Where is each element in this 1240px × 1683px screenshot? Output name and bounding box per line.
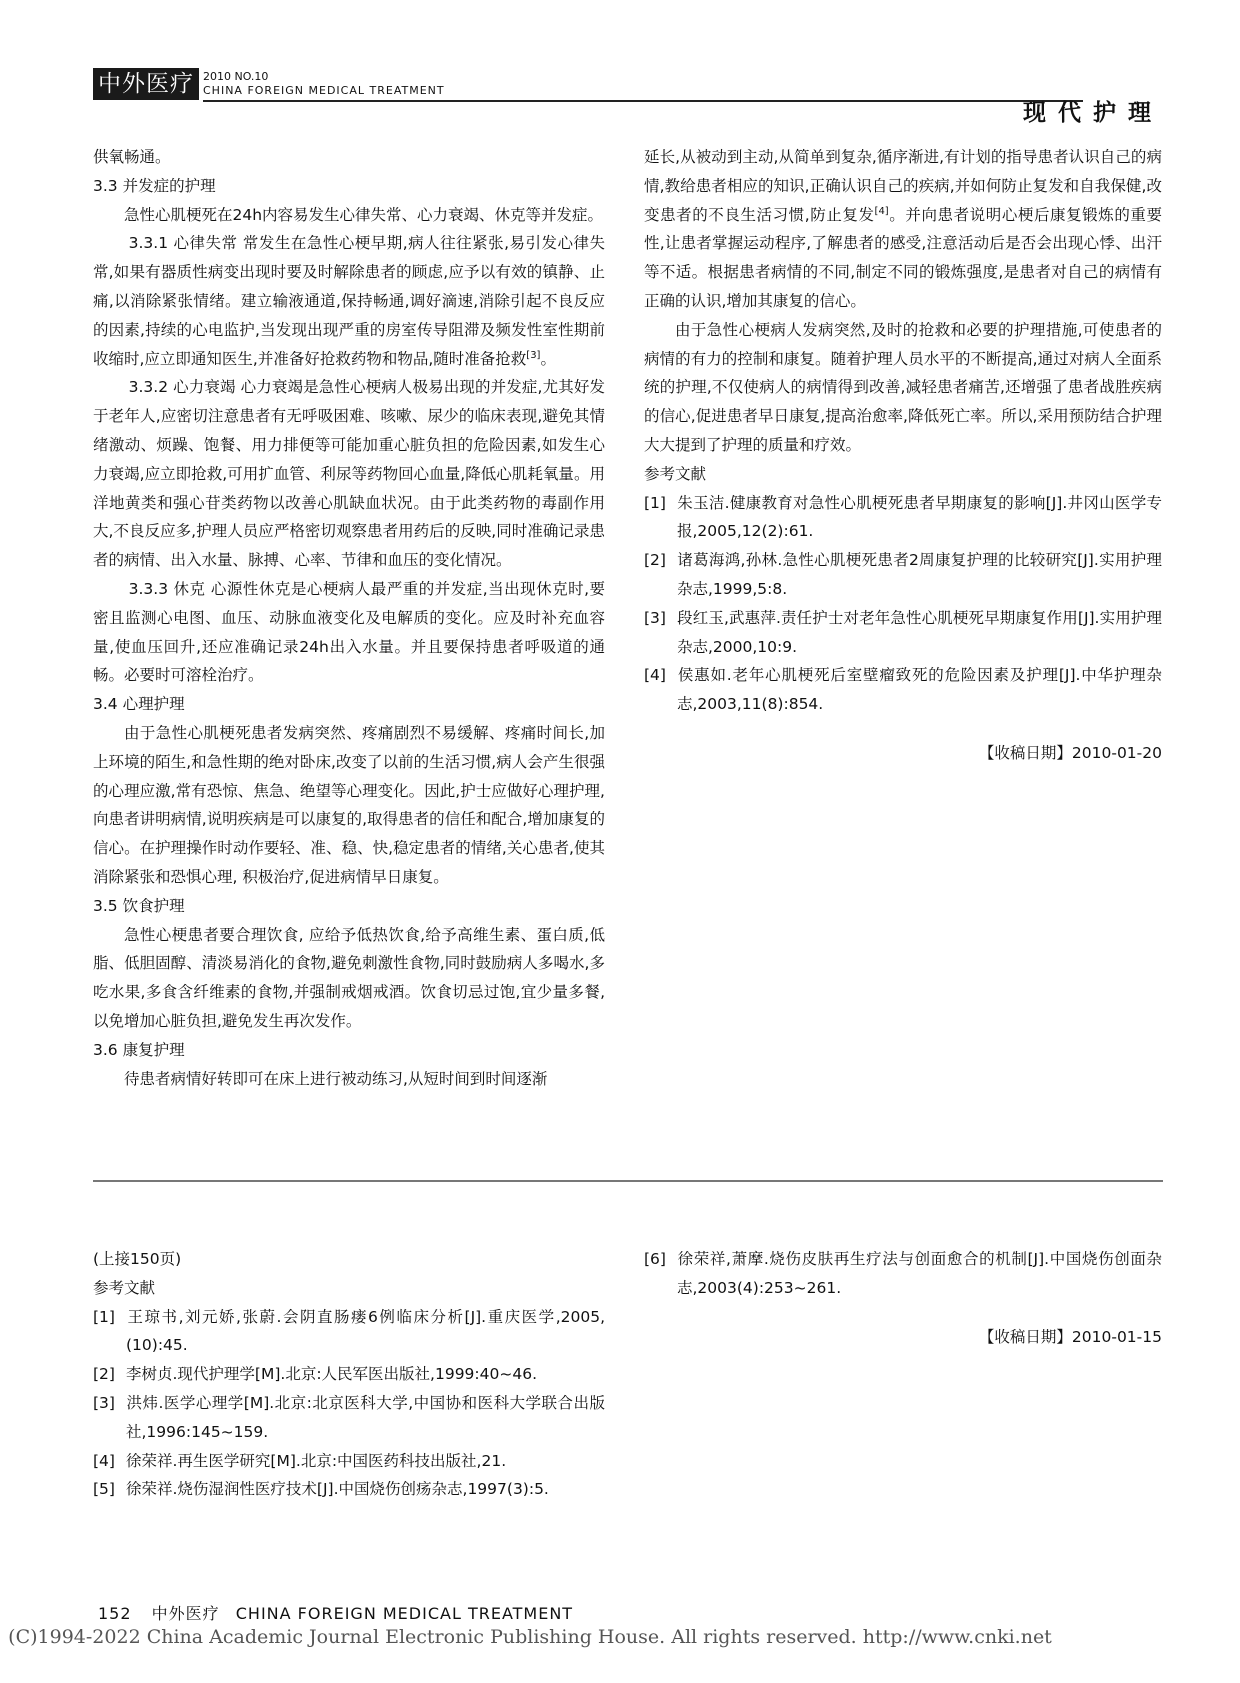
citation: [3] [526, 349, 541, 361]
reference-item [93, 1475, 605, 1504]
page-header [93, 68, 1163, 126]
citation: [4] [874, 205, 889, 217]
journal-english-name: CHINA FOREIGN MEDICAL TREATMENT [203, 84, 445, 97]
received-date: 【收稿日期】2010-01-15 [978, 1327, 1162, 1346]
reference-text: 徐荣祥.烧伤湿润性医疗技术[J].中国烧伤创疡杂志,1997(3):5. [126, 1480, 549, 1499]
footer-journal-en: CHINA FOREIGN MEDICAL TREATMENT [235, 1604, 574, 1623]
paragraph-text: 延长,从被动到主动,从简单到复杂,循序渐进,有计划的指导患者认识自己的病情,教给患者相应的知识,正确认识自己的疾病,并如何防止复发和自我保健,改变患者的不良生活习惯,防止复发 [644, 148, 1162, 224]
paragraph-text: 3.3.1 心律失常 常发生在急性心梗早期,病人往往紧张,易引发心律失常,如果有器质性病变出现时要及时解除患者的顾虑,应予以有效的镇静、止痛,以消除紧张情绪。建立输液通道,保持畅通,调好滴速,消除引起不良反应的因素,持续的心电监护,当发现出现严重的房室传导阻滞及频发性室性期前收缩时,应立即通知医生,并准备好抢救药物和物品,随时准备抢救 [93, 234, 605, 368]
reference-text: 李树贞.现代护理学[M].北京:人民军医出版社,1999:40~46. [126, 1365, 538, 1384]
paragraph: 急性心梗患者要合理饮食, 应给予低热饮食,给予高维生素、蛋白质,低脂、低胆固醇、清淡易消化的食物,避免刺激性食物,同时鼓励病人多喝水,多吃水果,多食含纤维素的食物,并强制戒烟戒酒。饮食切忌过饱,宜少量多餐,以免增加心脏负担,避免发生再次发作。 [93, 925, 605, 1030]
reference-item [93, 1360, 605, 1389]
reference-item [93, 1447, 605, 1476]
reference-item [644, 604, 1162, 662]
issue-number: 2010 NO.10 [203, 70, 269, 83]
reference-item [93, 1303, 605, 1361]
reference-text: 洪炜.医学心理学[M].北京:北京医科大学,中国协和医科大学联合出版社,1996:145~159. [126, 1393, 605, 1441]
reference-text: 徐荣祥,萧摩.烧伤皮肤再生疗法与创面愈合的机制[J].中国烧伤创面杂志,2003(4):253~261. [677, 1250, 1162, 1297]
reference-text: 王琼书,刘元娇,张蔚.会阴直肠瘘6例临床分析[J].重庆医学,2005,(10):45. [126, 1307, 605, 1355]
received-date: 【收稿日期】2010-01-20 [978, 743, 1162, 762]
paragraph: 供氧畅通。 [93, 148, 171, 166]
reference-number: [4] [93, 1451, 115, 1470]
paragraph: 由于急性心肌梗死患者发病突然、疼痛剧烈不易缓解、疼痛时间长,加上环境的陌生,和急性期的绝对卧床,改变了以前的生活习惯,病人会产生很强的心理应激,常有恐惊、焦急、绝望等心理变化。因此,护士应做好心理护理,向患者讲明病情,说明疾病是可以康复的,取得患者的信任和配合,增加康复的信心。在护理操作时动作要轻、准、稳、快,稳定患者的情绪,关心患者,使其消除紧张和恐惧心理, 积极治疗,促进病情早日康复。 [93, 723, 605, 886]
subsection-3-3-1 [93, 229, 605, 373]
reference-text: 诸葛海鸿,孙林.急性心肌梗死患者2周康复护理的比较研究[J].实用护理杂志,1999,5:8. [677, 551, 1162, 598]
bottom-left-references [93, 1245, 605, 1504]
right-column [644, 143, 1162, 768]
reference-number: [4] [644, 666, 666, 685]
continued-note: (上接150页) [93, 1250, 182, 1268]
reference-number: [6] [644, 1250, 666, 1268]
left-column [93, 143, 605, 1093]
reference-number: [2] [644, 551, 666, 570]
copyright-notice: (C)1994-2022 China Academic Journal Electronic Publishing House. All rights reserved. http://www.cnki.net [8, 1626, 1052, 1648]
page-footer [98, 1601, 573, 1624]
bottom-right-references [644, 1245, 1162, 1351]
section-heading-3-3: 3.3 并发症的护理 [93, 176, 216, 195]
references-title: 参考文献 [644, 464, 707, 483]
reference-item [93, 1389, 605, 1447]
subsection-3-3-3: 3.3.3 休克 心源性休克是心梗病人最严重的并发症,当出现休克时,要密且监测心电图、血压、动脉血液变化及电解质的变化。应及时补充血容量,使血压回升,还应准确记录24h出入水量。并且要保持患者呼吸道的通畅。必要时可溶栓治疗。 [93, 579, 605, 685]
reference-number: [1] [644, 493, 666, 512]
section-heading-3-4: 3.4 心理护理 [93, 695, 185, 714]
paragraph-text: 。并向患者说明心梗后康复锻炼的重要性,让患者掌握运动程序,了解患者的感受,注意活动后是否会出现心悸、出汗等不适。根据患者病情的不同,制定不同的锻炼强度,是患者对自己的病情有正确的认识,增加其康复的信心。 [644, 205, 1162, 310]
reference-number: [1] [93, 1307, 115, 1326]
reference-text: 徐荣祥.再生医学研究[M].北京:中国医药科技出版社,21. [126, 1451, 507, 1470]
reference-number: [3] [644, 608, 666, 627]
reference-text: 段红玉,武惠萍.责任护士对老年急性心肌梗死早期康复作用[J].实用护理杂志,2000,10:9. [677, 608, 1162, 656]
page-number: 152 [98, 1604, 132, 1623]
reference-item [644, 546, 1162, 604]
section-title: 现代护理 [1023, 99, 1163, 126]
reference-item [644, 661, 1162, 719]
reference-number: [5] [93, 1480, 115, 1499]
journal-logo: 中外医疗 [93, 68, 199, 100]
conclusion-paragraph: 由于急性心梗病人发病突然,及时的抢救和必要的护理措施,可使患者的病情的有力的控制和康复。随着护理人员水平的不断提高,通过对病人全面系统的护理,不仅使病人的病情得到改善,减轻患者痛苦,还增强了患者战胜疾病的信心,促进患者早日康复,提高治愈率,降低死亡率。所以,采用预防结合护理大大提到了护理的质量和疗效。 [644, 320, 1162, 454]
reference-number: [3] [93, 1393, 115, 1412]
paragraph: 待患者病情好转即可在床上进行被动练习,从短时间到时间逐渐 [124, 1069, 548, 1088]
reference-text: 朱玉洁.健康教育对急性心肌梗死患者早期康复的影响[J].井冈山医学专报,2005,12(2):61. [677, 493, 1162, 541]
subsection-3-3-2: 3.3.2 心力衰竭 心力衰竭是急性心梗病人极易出现的并发症,尤其好发于老年人,应密切注意患者有无呼吸困难、咳嗽、尿少的临床表现,避免其情绪激动、烦躁、饱餐、用力排便等可能加重心脏负担的危险因素,如发生心力衰竭,应立即抢救,可用扩血管、利尿等药物回心血量,降低心肌耗氧量。用洋地黄类和强心苷类药物以改善心肌缺血状况。由于此类药物的毒副作用大,不良反应多,护理人员应严格密切观察患者用药后的反映,同时准确记录患者的病情、出入水量、脉搏、心率、节律和血压的变化情况。 [93, 378, 605, 570]
paragraph [644, 143, 1162, 316]
reference-number: [2] [93, 1365, 115, 1384]
references-title: 参考文献 [93, 1278, 156, 1297]
reference-item [644, 489, 1162, 547]
section-heading-3-6: 3.6 康复护理 [93, 1040, 185, 1059]
paragraph-text: 。 [540, 349, 556, 368]
section-heading-3-5: 3.5 饮食护理 [93, 896, 185, 915]
header-rule [203, 100, 1083, 102]
paragraph: 急性心肌梗死在24h内容易发生心律失常、心力衰竭、休克等并发症。 [124, 205, 604, 224]
footer-journal-cn: 中外医疗 [151, 1604, 220, 1623]
reference-text: 侯惠如.老年心肌梗死后室壁瘤致死的危险因素及护理[J].中华护理杂志,2003,11(8):854. [677, 666, 1162, 714]
reference-item [644, 1245, 1162, 1303]
section-divider [93, 1180, 1163, 1182]
